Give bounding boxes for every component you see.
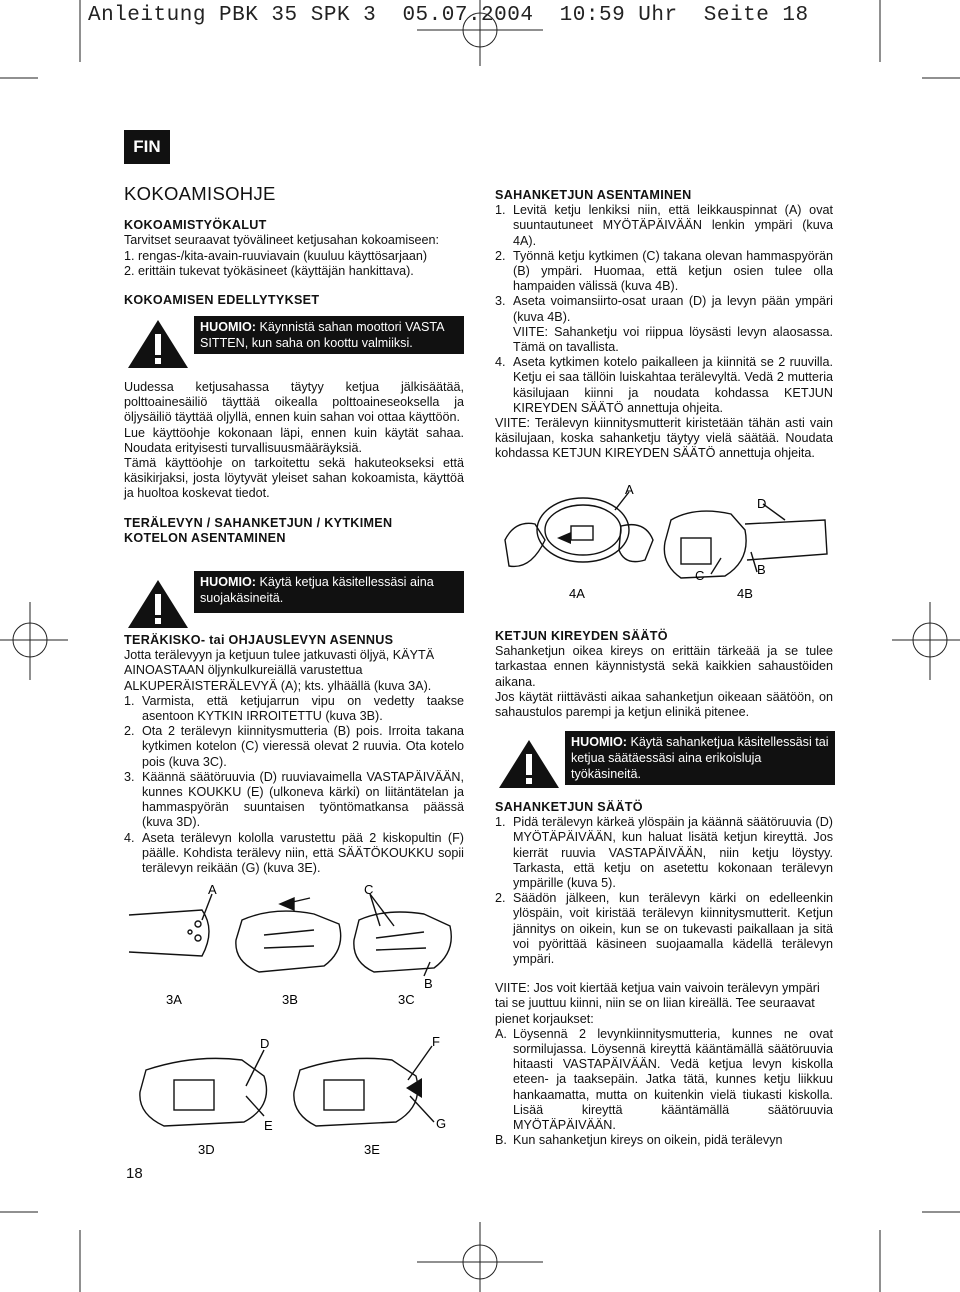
figure-caption-4A: 4A	[569, 586, 585, 601]
list-item: VIITE: Sahanketju voi riippua löysästi levyn alaosassa. Tämä on tavallista.	[513, 324, 833, 355]
tools-intro: Tarvitset seuraavat työvälineet ketjusahan kokoamiseen:	[124, 233, 440, 248]
figure-label-F: F	[432, 1034, 440, 1049]
page-number: 18	[126, 1165, 143, 1182]
chain-steps	[495, 203, 833, 416]
figure-label-C: C	[364, 882, 374, 897]
figure-caption-3B: 3B	[282, 992, 298, 1007]
figure-caption-3E: 3E	[364, 1142, 380, 1157]
adjust-section	[495, 800, 833, 1148]
viite-note-2: VIITE: Jos voit kiertää ketjua vain vaivoin terälevyn ympäri tai se juuttuu kiinni, niin se on liian kireällä. Tee seuraavat pienet korjaukset:	[495, 981, 820, 1026]
guide-steps	[124, 694, 464, 876]
viite-note-1: VIITE: Terälevyn kiinnitysmutterit kiristetään tähän asti vain käsilujaan, koska sahanketju täytyy vielä säätää. Noudata kohdassa KETJUN KIREYDEN SÄÄTÖ annettuja ohjeita.	[495, 416, 833, 461]
chain-heading: SAHANKETJUN ASENTAMINEN	[495, 188, 692, 202]
figure-label-D: D	[757, 496, 767, 511]
warning-label: HUOMIO:	[200, 320, 256, 334]
blade-heading-line-2: KOTELON ASENTAMINEN	[124, 530, 286, 545]
list-item: 2. Työnnä ketju kytkimen (C) takana olevan hammaspyörän (B) ympäri. Huomaa, että ketjun osien tulee olla hampaiden välissä (kuva 4B).	[495, 248, 833, 294]
intro-paragraph-2: Lue käyttöohje kokonaan läpi, ennen kuin käytät sahaa. Noudata erityisesti turvallisuusmääräyksiä.	[124, 425, 464, 455]
figure-label-A: A	[625, 482, 634, 497]
list-item: 2. Ota 2 terälevyn kiinnitysmutteria (B) pois. Irroita takana kytkimen kotelon (C) vieressä olevat 2 ruuvia. Ota kotelo pois (kuva 3C).	[124, 724, 464, 769]
tools-heading: KOKOAMISTYÖKALUT	[124, 218, 267, 233]
prereq-heading: KOKOAMISEN EDELLYTYKSET	[124, 293, 320, 308]
list-item: 3. Aseta voimansiirto-osat uraan (D) ja levyn pään ympäri (kuva 4B).	[495, 294, 833, 324]
print-header: Anleitung PBK 35 SPK 3 05.07.2004 10:59 Uhr Seite 18	[88, 4, 809, 27]
figure-label-B: B	[424, 976, 433, 991]
warning-box-3	[565, 731, 835, 785]
left-intro	[124, 380, 464, 546]
right-column	[495, 188, 833, 462]
figure-caption-3C: 3C	[398, 992, 415, 1007]
figure-label-G: G	[436, 1116, 447, 1131]
list-item: 4. Aseta terälevyn kololla varustettu pää 2 kiskopultin (F) päälle. Kohdista terälevy niin, että SÄÄTÖKOUKKU sopii terälevyn reikään (G) (kuva 3E).	[124, 830, 464, 876]
list-item: A. Löysennä 2 levynkiinnitysmutteria, kunnes ne ovat sormilujassa. Löysennä kireyttä kääntämällä säätöruuvia hitaasti VASTAPÄIVÄÄN. Vedä ketjua levyn kiskolla eteen- ja taaksepäin. Jatka tätä, kunnes ketju liikkuu hankaamatta, mutta on kuitenkin vielä tiukasti kiskolla. Lisää kireyttä kääntämällä säätöruuvia MYÖTÄPÄIVÄÄN.	[495, 1026, 833, 1133]
warning-text: Käytä ketjua käsitellessäsi aina suojakäsineitä.	[200, 575, 434, 605]
list-item: B. Kun sahanketjun kireys on oikein, pidä terälevyn	[495, 1133, 783, 1148]
list-item: 1. Levitä ketju lenkiksi niin, että leikkauspinnat (A) ovat suuntautuneet MYÖTÄPÄIVÄÄN lenkin ympäri (kuva 4A).	[495, 203, 833, 248]
figure-label-B: B	[757, 562, 766, 577]
tension-paragraph-2: Jos käytät riittävästi aikaa sahanketjun oikeaan säätöön, on sahaustulos parempi ja ketjun elinikä pitenee.	[495, 689, 833, 720]
tension-section	[495, 629, 833, 720]
warning-label: HUOMIO:	[571, 735, 627, 749]
left-column	[124, 183, 464, 308]
list-item: 1. Varmista, että ketjujarrun vipu on vedetty taakse asentoon KYTKIN IRROITETTU (kuva 3B).	[124, 693, 464, 724]
tools-item-2: 2. erittäin tukevat työkäsineet (käyttäjän hankittava).	[124, 263, 414, 278]
figure-3de	[124, 1030, 464, 1158]
figure-3abc	[124, 880, 464, 1010]
warning-box-1	[194, 316, 464, 354]
figure-label-E: E	[264, 1118, 273, 1133]
intro-paragraph-1: Uudessa ketjusahassa täytyy ketjua jälkisäätää, polttoainesäiliö täyttää oikealla polttoaineseoksella ja öljysäiliö täyttää oljyllä, ennen kuin sahan voi ottaa käyttöön.	[124, 380, 464, 425]
tools-item-1: 1. rengas-/kita-avain-ruuviavain (kuuluu käyttösarjaan)	[124, 248, 428, 263]
fix-steps	[495, 1027, 833, 1149]
figure-4ab	[495, 480, 835, 605]
figure-caption-3D: 3D	[198, 1142, 215, 1157]
figure-label-A: A	[208, 882, 217, 897]
adjust-heading: SAHANKETJUN SÄÄTÖ	[495, 800, 643, 814]
list-item: 4. Aseta kytkimen kotelo paikalleen ja kiinnitä se 2 ruuvilla. Ketju ei saa tällöin luiskahtaa terälevyltä. Vedä 2 mutteria käsilujaan kiinni ja noudata kohdassa KETJUN KIREYDEN SÄÄTÖ annettuja ohjeita.	[495, 355, 833, 415]
intro-paragraph-3: Tämä käyttöohje on tarkoitettu sekä hakuteokseksi että käsikirjaksi, josta löytyvät yleiset sahan kokoamista, käyttöä ja huoltoa koskevat tiedot.	[124, 456, 464, 501]
adjust-steps	[495, 815, 833, 967]
guide-heading: TERÄKISKO- tai OHJAUSLEVYN ASENNUS	[124, 633, 394, 647]
tension-heading: KETJUN KIREYDEN SÄÄTÖ	[495, 629, 668, 643]
warning-label: HUOMIO:	[200, 575, 256, 589]
list-item: 1. Pidä terälevyn kärkeä ylöspäin ja käännä säätöruuvia (D) MYÖTÄPÄIVÄÄN, kun haluat lisätä ketjun kireyttä. Jos kierrät ruuvia VASTAPÄIVÄÄN, niin ketju löystyy. Tarkasta, että ketju on asetettu kokonaan terälevyn ympärille (kuva 5).	[495, 815, 833, 891]
figure-caption-3A: 3A	[166, 992, 182, 1007]
warning-triangle-icon	[126, 578, 190, 630]
figure-label-D: D	[260, 1036, 270, 1051]
blade-heading-line-1: TERÄLEVYN / SAHANKETJUN / KYTKIMEN	[124, 515, 393, 530]
warning-text: Käytä sahanketjua käsitellessäsi tai ketjua säätäessäsi aina erikoisluja työkäsineitä.	[571, 735, 829, 781]
list-item: 3. Käännä säätöruuvia (D) ruuviavaimella VASTAPÄIVÄÄN, kunnes KOUKKU (E) (ulkoneva kärki) on liitäntätelan ja hammaspyörän suuntaisen työntömatkansa päässä (kuva 3D).	[124, 769, 464, 830]
figure-caption-4B: 4B	[737, 586, 753, 601]
warning-text: Käynnistä sahan moottori VASTA SITTEN, kun saha on koottu valmiiksi.	[200, 320, 444, 350]
page-title: KOKOAMISOHJE	[124, 183, 276, 204]
warning-triangle-icon	[497, 738, 561, 790]
warning-triangle-icon	[126, 318, 190, 370]
guide-section	[124, 633, 464, 876]
language-badge: FIN	[124, 130, 170, 164]
figure-label-C: C	[695, 568, 705, 583]
guide-intro: Jotta terälevyyn ja ketjuun tulee jatkuvasti öljyä, KÄYTÄ AINOASTAAN öljynkulkureiällä varustettua ALKUPERÄISTERÄLEVYÄ (A); kts. ylhäällä (kuva 3A).	[124, 648, 435, 693]
tension-paragraph-1: Sahanketjun oikea kireys on erittäin tärkeää ja se tulee tarkastaa ennen käynnistystä sekä kaikkien sahaustöiden aikana.	[495, 644, 833, 689]
list-item: 2. Säädön jälkeen, kun terälevyn kärki on edelleenkin ylöspäin, voit kiristää terälevyn kiinnitysmutterit. Ketjun jännitys on oikein, kun se on tukevasti paikallaan ja sitä voi pyörittää käsineen suojaamalla kädellä terälevyn ympäri.	[495, 891, 833, 967]
warning-box-2	[194, 571, 464, 613]
